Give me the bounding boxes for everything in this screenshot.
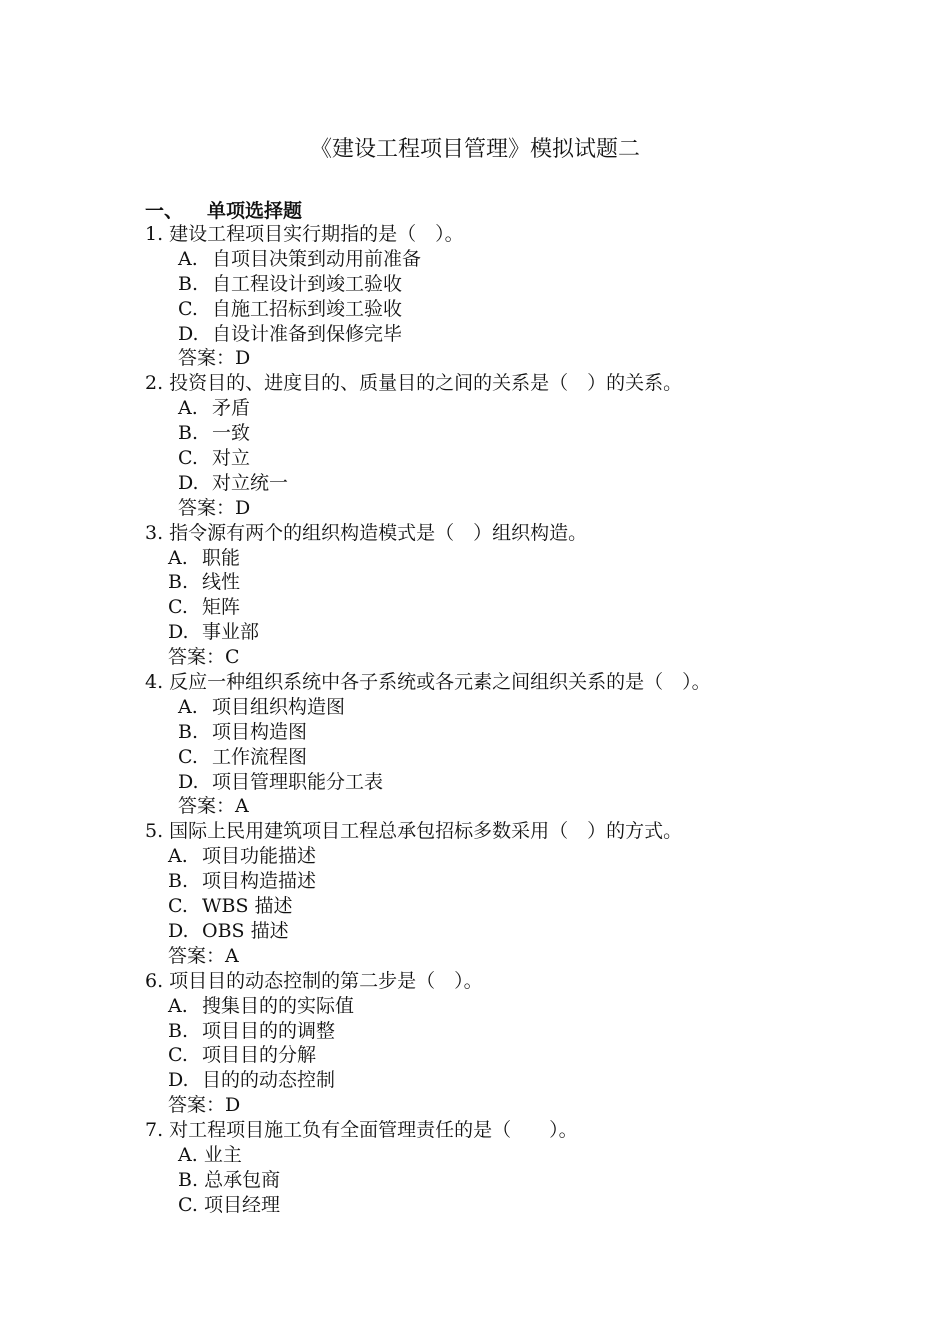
answer: 答案：D bbox=[178, 496, 251, 519]
option bbox=[145, 1043, 905, 1068]
option-text: 项目构造描述 bbox=[202, 870, 317, 893]
option-text: 一致 bbox=[212, 422, 251, 445]
option-text: 项目经理 bbox=[203, 1193, 280, 1216]
option-letter: A. bbox=[178, 247, 198, 270]
option-text: 矩阵 bbox=[202, 596, 241, 619]
option bbox=[145, 695, 905, 720]
option-letter: A. bbox=[178, 1143, 198, 1166]
answer: 答案：A bbox=[168, 944, 239, 967]
option bbox=[145, 869, 905, 894]
option-text: 自施工招标到竣工验收 bbox=[212, 297, 403, 320]
option-letter: D. bbox=[178, 770, 199, 793]
option bbox=[145, 396, 905, 421]
question-list bbox=[145, 222, 905, 1218]
option bbox=[145, 1168, 905, 1193]
option-letter: A. bbox=[178, 397, 198, 420]
option-letter: D. bbox=[168, 621, 189, 644]
option bbox=[145, 595, 905, 620]
document-title: 《建设工程项目管理》模拟试题二 bbox=[309, 137, 640, 162]
option-letter: D. bbox=[178, 471, 199, 494]
option-text: 自工程设计到竣工验收 bbox=[212, 272, 403, 295]
option-text: 项目管理职能分工表 bbox=[212, 770, 384, 793]
section-title: 单项选择题 bbox=[207, 200, 303, 222]
option-letter: B. bbox=[178, 422, 199, 445]
option-text: 目的的动态控制 bbox=[202, 1069, 336, 1092]
answer: 答案：D bbox=[178, 347, 251, 370]
option bbox=[145, 1019, 905, 1044]
option bbox=[145, 421, 905, 446]
option bbox=[145, 446, 905, 471]
answer: 答案：C bbox=[168, 646, 240, 669]
option-letter: D. bbox=[168, 1069, 189, 1092]
option-letter: B. bbox=[178, 1168, 199, 1191]
section-heading bbox=[145, 198, 302, 224]
option bbox=[145, 844, 905, 869]
option bbox=[145, 297, 905, 322]
question-stem: 5. 国际上民用建筑项目工程总承包招标多数采用（ ）的方式。 bbox=[145, 820, 683, 843]
option-text: 事业部 bbox=[202, 621, 260, 644]
option bbox=[145, 770, 905, 795]
option-letter: A. bbox=[168, 546, 188, 569]
option-letter: C. bbox=[168, 895, 188, 918]
option bbox=[145, 1143, 905, 1168]
option bbox=[145, 570, 905, 595]
option-text: 矛盾 bbox=[212, 397, 251, 420]
option bbox=[145, 1068, 905, 1093]
option-letter: B. bbox=[178, 720, 199, 743]
option-letter: C. bbox=[178, 1193, 198, 1216]
option bbox=[145, 322, 905, 347]
option-letter: C. bbox=[168, 1044, 188, 1067]
option-text: 搜集目的的实际值 bbox=[202, 994, 355, 1017]
option bbox=[145, 994, 905, 1019]
option-text: 自设计准备到保修完毕 bbox=[212, 322, 403, 345]
option-text: WBS 描述 bbox=[202, 895, 293, 918]
option bbox=[145, 471, 905, 496]
option-text: OBS 描述 bbox=[202, 919, 289, 942]
option-letter: C. bbox=[178, 297, 198, 320]
option-text: 项目组织构造图 bbox=[212, 695, 346, 718]
option-letter: B. bbox=[168, 870, 189, 893]
option bbox=[145, 720, 905, 745]
answer: 答案：D bbox=[168, 1094, 241, 1117]
option bbox=[145, 894, 905, 919]
option-text: 对立 bbox=[212, 447, 251, 470]
question-stem: 2. 投资目的、进度目的、质量目的之间的关系是（ ）的关系。 bbox=[145, 372, 683, 395]
question-stem: 1. 建设工程项目实行期指的是（ ）。 bbox=[145, 223, 464, 245]
option-letter: A. bbox=[168, 845, 188, 868]
option-text: 对立统一 bbox=[212, 471, 289, 494]
option bbox=[145, 745, 905, 770]
option-text: 工作流程图 bbox=[212, 745, 308, 768]
option bbox=[145, 272, 905, 297]
option-letter: C. bbox=[168, 596, 188, 619]
option-letter: C. bbox=[178, 745, 198, 768]
question-stem: 7. 对工程项目施工负有全面管理责任的是（ ）。 bbox=[145, 1119, 578, 1142]
option bbox=[145, 1193, 905, 1218]
option-letter: B. bbox=[168, 1019, 189, 1042]
option-text: 职能 bbox=[202, 546, 241, 569]
option-letter: A. bbox=[178, 695, 198, 718]
option bbox=[145, 919, 905, 944]
option-text: 项目功能描述 bbox=[202, 845, 317, 868]
question-stem: 4. 反应一种组织系统中各子系统或各元素之间组织关系的是（ ）。 bbox=[145, 671, 711, 694]
question-stem: 6. 项目目的动态控制的第二步是（ ）。 bbox=[145, 969, 483, 992]
option-letter: A. bbox=[168, 994, 188, 1017]
option-text: 项目构造图 bbox=[212, 720, 308, 743]
option-letter: B. bbox=[168, 571, 189, 594]
option bbox=[145, 247, 905, 272]
option-letter: D. bbox=[168, 919, 189, 942]
option-text: 项目目的分解 bbox=[202, 1044, 317, 1067]
option-text: 自项目决策到动用前准备 bbox=[212, 247, 422, 270]
option-text: 总承包商 bbox=[204, 1168, 281, 1191]
section-number: 一、 bbox=[145, 200, 184, 222]
option-text: 项目目的的调整 bbox=[202, 1019, 336, 1042]
option-letter: D. bbox=[178, 322, 199, 345]
question-stem: 3. 指令源有两个的组织构造模式是（ ）组织构造。 bbox=[145, 521, 588, 544]
option bbox=[145, 546, 905, 571]
option-letter: B. bbox=[178, 272, 199, 295]
option-text: 线性 bbox=[202, 571, 241, 594]
option-text: 业主 bbox=[203, 1143, 242, 1166]
option-letter: C. bbox=[178, 447, 198, 470]
option bbox=[145, 620, 905, 645]
answer: 答案：A bbox=[178, 795, 249, 818]
